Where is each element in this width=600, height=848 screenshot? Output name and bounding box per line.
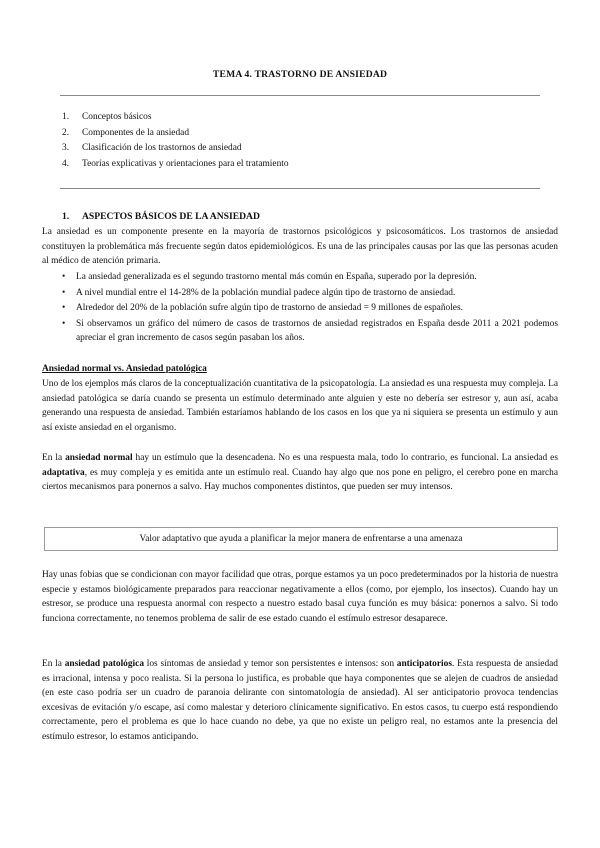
toc-label: Clasificación de los trastornos de ansiedad	[82, 143, 242, 153]
toc-label: Componentes de la ansiedad	[82, 127, 190, 138]
list-item	[62, 286, 558, 301]
list-item-text: Si observamos un gráfico del número de casos de trastornos de ansiedad registrados en España desde 2011 a 2021 podemos apreciar el gran incremento de casos según pasaban los años.	[76, 318, 558, 344]
subsection-heading: Ansiedad normal vs. Ansiedad patológica	[42, 364, 207, 374]
toc-label: Conceptos básicos	[82, 112, 152, 122]
toc-item	[62, 126, 532, 142]
toc-item	[62, 141, 532, 157]
bullet-icon: •	[62, 303, 66, 314]
toc-label: Teorías explicativas y orientaciones para el tratamiento	[82, 158, 289, 169]
statistics-list	[62, 270, 558, 347]
table-of-contents	[62, 110, 532, 172]
list-item	[62, 270, 558, 285]
term-pathological-anxiety: ansiedad patológica	[64, 659, 145, 669]
toc-number: 2.	[62, 127, 70, 138]
intro-paragraph: La ansiedad es un componente presente en la mayoría de trastornos psicológicos y psicosomáticos. Los trastornos de ansiedad constituyen la problemática más frecuente según datos epidemiológicos. Es una de las principales causas por las que las personas acuden al médico de atención primaria.	[42, 227, 558, 267]
list-item-text: La ansiedad generalizada es el segundo trastorno mental más común en España, superado por la depresión.	[76, 272, 477, 282]
highlight-box: Valor adaptativo que ayuda a planificar la mejor manera de enfrentarse a una amenaza	[44, 527, 558, 551]
list-item	[62, 317, 558, 346]
text-run: En la	[42, 659, 65, 669]
text-run: En la	[42, 453, 66, 463]
paragraph-phobias: Hay unas fobias que se condicionan con mayor facilidad que otras, porque estamos ya un poco predeterminados por la historia de nuestra especie y estamos biológicamente preparados para reaccionar negativamente a ellos (como, por ejemplo, los insectos). Cuando hay un estresor, se produce una respuesta anormal con respecto a nuestro estado basal cuya función es muy básica: ponernos a salvo. Si todo funciona correctamente, no tenemos problema de salir de ese estado cuando el estímulo estresor desaparece.	[42, 570, 558, 624]
bullet-icon: •	[62, 318, 66, 329]
section-heading	[62, 210, 260, 225]
paragraph-quantitative: Uno de los ejemplos más claros de la conceptualización cuantitativa de la psicopatología. La ansiedad es una respuesta muy compleja. La ansiedad patológica se daría cuando se presenta un estímulo determinado ante alguien y este no debería ser estresor y, aun así, acaba generando una respuesta de ansiedad. También estaríamos hablando de los casos en los que ya ni siquiera se presenta un estímulo y aun así existe ansiedad en el organismo.	[42, 379, 558, 433]
document-title: TEMA 4. TRASTORNO DE ANSIEDAD	[212, 69, 388, 80]
toc-item	[62, 157, 532, 173]
toc-number: 4.	[62, 158, 70, 169]
text-run: , es muy compleja y es emitida ante un estímulo real. Cuando hay algo que nos pone en peligro, el cerebro pone en marcha ciertos mecanismos para ponernos a salvo. Hay muchos componentes distintos, que pueden ser muy intensos.	[42, 467, 558, 493]
bullet-icon: •	[62, 272, 66, 282]
text-run: . Esta respuesta de ansiedad es irracional, intensa y poco realista. Si la persona lo justifica, es probable que haya componentes que se alejen de cuadros de ansiedad (en este caso podría ser un cuadro de paranoia delirante con sintomatología de ansiedad). Al ser anticipatorio provoca tendencias excesivas de evitación y/o escape, así como malestar y deterioro clínicamente significativo. En estos casos, tu cuerpo está respondiendo correctamente, pero el problema es que lo hace cuando no debe, ya que no existe un peligro real, no estamos ante la presencia del estímulo estresor, lo estamos anticipando.	[42, 659, 558, 742]
list-item-text: A nivel mundial entre el 14-28% de la población mundial padece algún tipo de trastorno de ansiedad.	[76, 287, 456, 298]
divider-top	[60, 95, 540, 96]
section-title: ASPECTOS BÁSICOS DE LA ANSIEDAD	[82, 211, 260, 222]
divider-middle	[60, 188, 540, 189]
list-item	[62, 301, 558, 316]
paragraph-normal-anxiety	[42, 451, 558, 495]
toc-number: 3.	[62, 143, 70, 153]
text-run: los síntomas de ansiedad y temor son persistentes e intensos: son	[144, 659, 397, 669]
paragraph-pathological-anxiety	[42, 657, 558, 745]
term-normal-anxiety: ansiedad normal	[65, 453, 133, 463]
toc-item	[62, 110, 532, 126]
bullet-icon: •	[62, 287, 66, 298]
text-run: hay un estímulo que la desencadena. No es una respuesta mala, todo lo contrario, es funcional. La ansiedad es	[132, 453, 558, 463]
toc-number: 1.	[62, 112, 70, 122]
term-adaptive: adaptativa	[42, 467, 85, 478]
list-item-text: Alrededor del 20% de la población sufre algún tipo de trastorno de ansiedad = 9 millones de españoles.	[76, 303, 463, 314]
term-anticipatory: anticipatorios	[396, 659, 452, 669]
section-number: 1.	[62, 211, 70, 222]
